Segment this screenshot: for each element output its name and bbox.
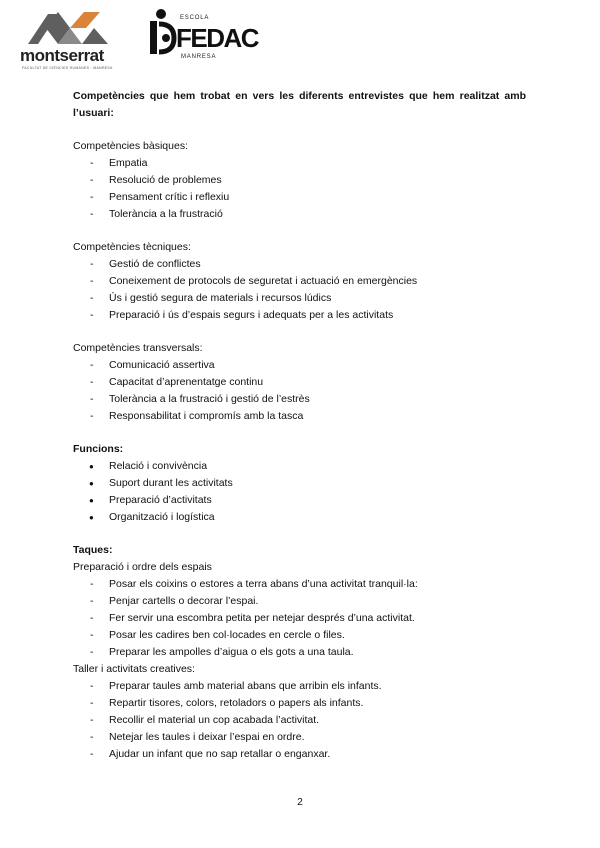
fedac-logo-top: ESCOLA	[180, 15, 210, 21]
list-item: - Preparar taules amb material abans que arribin els infants.	[73, 678, 526, 695]
bullet-list	[73, 576, 526, 661]
fedac-logo-name: FEDAC	[176, 23, 259, 53]
montserrat-logo	[20, 8, 120, 70]
section-funcions	[73, 441, 526, 526]
list-item: - Coneixement de protocols de seguretat i actuació en emergències	[73, 273, 526, 290]
list-item: - Ajudar un infant que no sap retallar o enganxar.	[73, 746, 526, 763]
list-item: ● Preparació d’activitats	[73, 492, 526, 509]
section-transversals	[73, 340, 526, 425]
montserrat-logo-mark-icon	[28, 8, 112, 44]
list-item: - Tolerància a la frustració i gestió de l’estrès	[73, 391, 526, 408]
list-item: - Comunicació assertiva	[73, 357, 526, 374]
section-taques	[73, 542, 526, 763]
list-item: - Posar els coixins o estores a terra abans d’una activitat tranquil·la:	[73, 576, 526, 593]
section-tecniques	[73, 239, 526, 324]
list-item: - Capacitat d’aprenentatge continu	[73, 374, 526, 391]
fedac-logo-bottom: MANRESA	[181, 54, 217, 60]
list-item: - Preparar les ampolles d’aigua o els gots a una taula.	[73, 644, 526, 661]
list-item: - Netejar les taules i deixar l’espai en ordre.	[73, 729, 526, 746]
bullet-list	[73, 256, 526, 324]
list-item: - Resolució de problemes	[73, 172, 526, 189]
section-title: Competències transversals:	[73, 342, 203, 354]
list-item: ● Relació i convivència	[73, 458, 526, 475]
list-item: - Empatia	[73, 155, 526, 172]
list-item: - Recollir el material un cop acabada l’activitat.	[73, 712, 526, 729]
intro-heading: Competències que hem trobat en vers les diferents entrevistes que hem realitzat amb l’usuari:	[73, 90, 526, 119]
bullet-list	[73, 678, 526, 763]
bullet-list	[73, 357, 526, 425]
list-item: - Repartir tisores, colors, retoladors o papers als infants.	[73, 695, 526, 712]
fedac-logo	[148, 8, 268, 64]
page-number: 2	[297, 797, 303, 808]
section-basiques	[73, 138, 526, 223]
subsection-title: Preparació i ordre dels espais	[73, 561, 212, 573]
section-title: Funcions:	[73, 443, 124, 455]
list-item: - Ús i gestió segura de materials i recursos lúdics	[73, 290, 526, 307]
list-item: - Posar les cadires ben col·locades en cercle o files.	[73, 627, 526, 644]
section-title: Competències bàsiques:	[73, 140, 188, 152]
list-item: ● Suport durant les activitats	[73, 475, 526, 492]
list-item: - Penjar cartells o decorar l’espai.	[73, 593, 526, 610]
section-title: Taques:	[73, 544, 113, 556]
subsection-title: Taller i activitats creatives:	[73, 663, 195, 675]
document-body	[73, 88, 526, 779]
section-title: Competències tècniques:	[73, 241, 191, 253]
bullet-list	[73, 155, 526, 223]
list-item: ● Organització i logística	[73, 509, 526, 526]
montserrat-logo-tagline: FACULTAT DE CIÈNCIES HUMANES · MANRESA	[22, 66, 113, 70]
list-item: - Preparació i ús d’espais segurs i adequats per a les activitats	[73, 307, 526, 324]
list-item: - Fer servir una escombra petita per netejar després d’una activitat.	[73, 610, 526, 627]
bullet-list	[73, 458, 526, 526]
montserrat-logo-name: montserrat	[20, 46, 104, 65]
list-item: - Gestió de conflictes	[73, 256, 526, 273]
list-item: - Tolerància a la frustració	[73, 206, 526, 223]
list-item: - Responsabilitat i compromís amb la tasca	[73, 408, 526, 425]
list-item: - Pensament crític i reflexiu	[73, 189, 526, 206]
